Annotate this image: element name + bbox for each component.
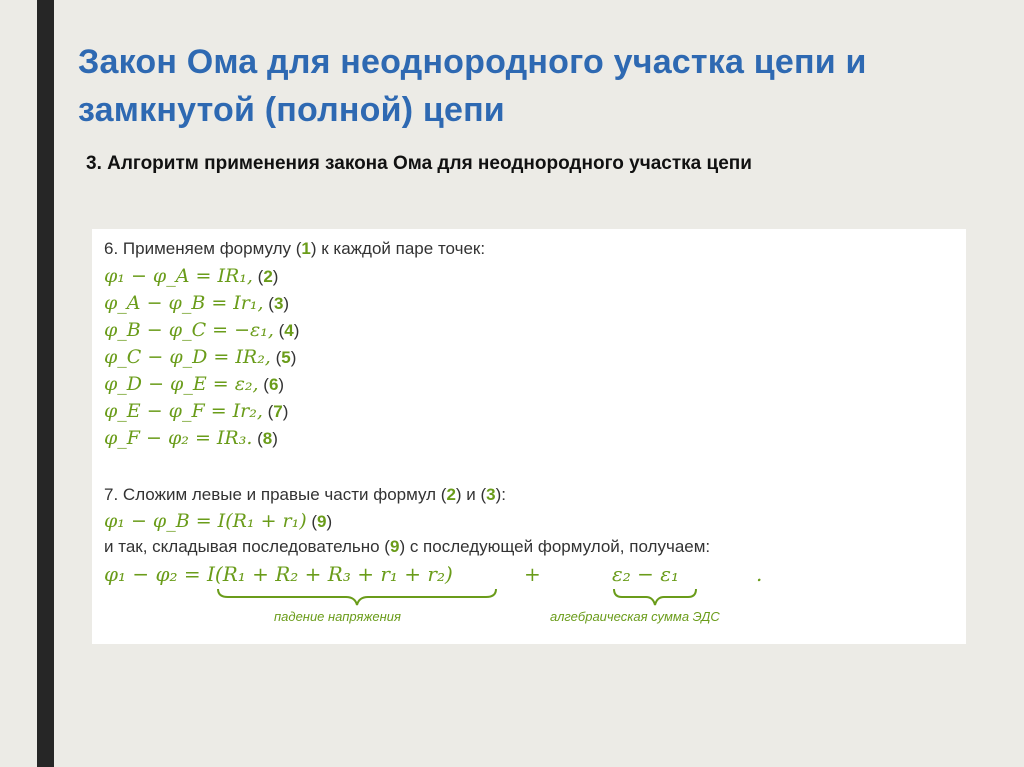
equation-5 — [104, 346, 296, 368]
equation-5-number: (5) — [270, 348, 297, 367]
emf-sum-label: алгебраическая сумма ЭДС — [550, 609, 720, 624]
step-6-number: 6. — [104, 239, 119, 258]
final-dot: . — [756, 562, 763, 586]
equation-3-expr: φ_A − φ_B = Ir₁, — [104, 292, 264, 314]
equation-4-number: (4) — [273, 321, 300, 340]
equation-2 — [104, 265, 278, 287]
equation-8-number: (8) — [252, 429, 278, 448]
equation-4 — [104, 319, 299, 341]
equation-2-number: (2) — [252, 267, 279, 286]
final-voltage-drop: I(R₁ + R₂ + R₃ + r₁ + r₂) — [207, 562, 453, 586]
final-emf-sum: ε₂ − ε₁ — [612, 562, 679, 586]
final-lhs: φ₁ − φ₂ = — [104, 562, 201, 586]
equation-7-expr: φ_E − φ_F = Ir₂, — [104, 400, 263, 422]
equation-9-number: (9) — [306, 512, 333, 531]
equation-8-expr: φ_F − φ₂ = IR₃. — [104, 427, 253, 449]
step-6-text-a: Применяем формулу ( — [122, 239, 302, 258]
continuation-text: и так, складывая последовательно (9) с последующей формулой, получаем: — [104, 537, 711, 556]
equation-7-number: (7) — [262, 402, 289, 421]
voltage-drop-label: падение напряжения — [274, 609, 401, 624]
equation-4-expr: φ_B − φ_C = −ε₁, — [104, 319, 274, 341]
step-6-ref: 1 — [301, 239, 311, 258]
final-equation — [104, 562, 453, 586]
step-6-text-b: ) к каждой паре точек: — [310, 239, 486, 258]
equation-7 — [104, 400, 288, 422]
left-decorative-bar — [37, 0, 54, 767]
equation-6-number: (6) — [258, 375, 285, 394]
equation-6-expr: φ_D − φ_E = ε₂, — [104, 373, 259, 395]
equation-3-number: (3) — [263, 294, 290, 313]
slide-subtitle: 3. Алгоритм применения закона Ома для неоднородного участка цепи — [86, 153, 752, 174]
equation-2-expr: φ₁ − φ_A = IR₁, — [104, 265, 253, 287]
step-6-text — [104, 239, 485, 259]
step-7-number: 7. — [104, 485, 119, 504]
equation-9 — [104, 510, 332, 532]
equation-9-expr: φ₁ − φ_B = I(R₁ + r₁) — [104, 510, 307, 532]
equation-6 — [104, 373, 284, 395]
emf-sum-brace — [612, 587, 698, 609]
equation-8 — [104, 427, 278, 449]
slide-title: Закон Ома для неоднородного участка цепи и замкнутой (полной) цепи — [78, 43, 867, 129]
step-7-text: 7. Сложим левые и правые части формул (2) и (3): — [104, 485, 507, 504]
formula-panel — [92, 229, 966, 644]
voltage-drop-brace — [216, 587, 498, 609]
equation-5-expr: φ_C − φ_D = IR₂, — [104, 346, 271, 368]
equation-3 — [104, 292, 289, 314]
final-plus: + — [524, 562, 541, 586]
